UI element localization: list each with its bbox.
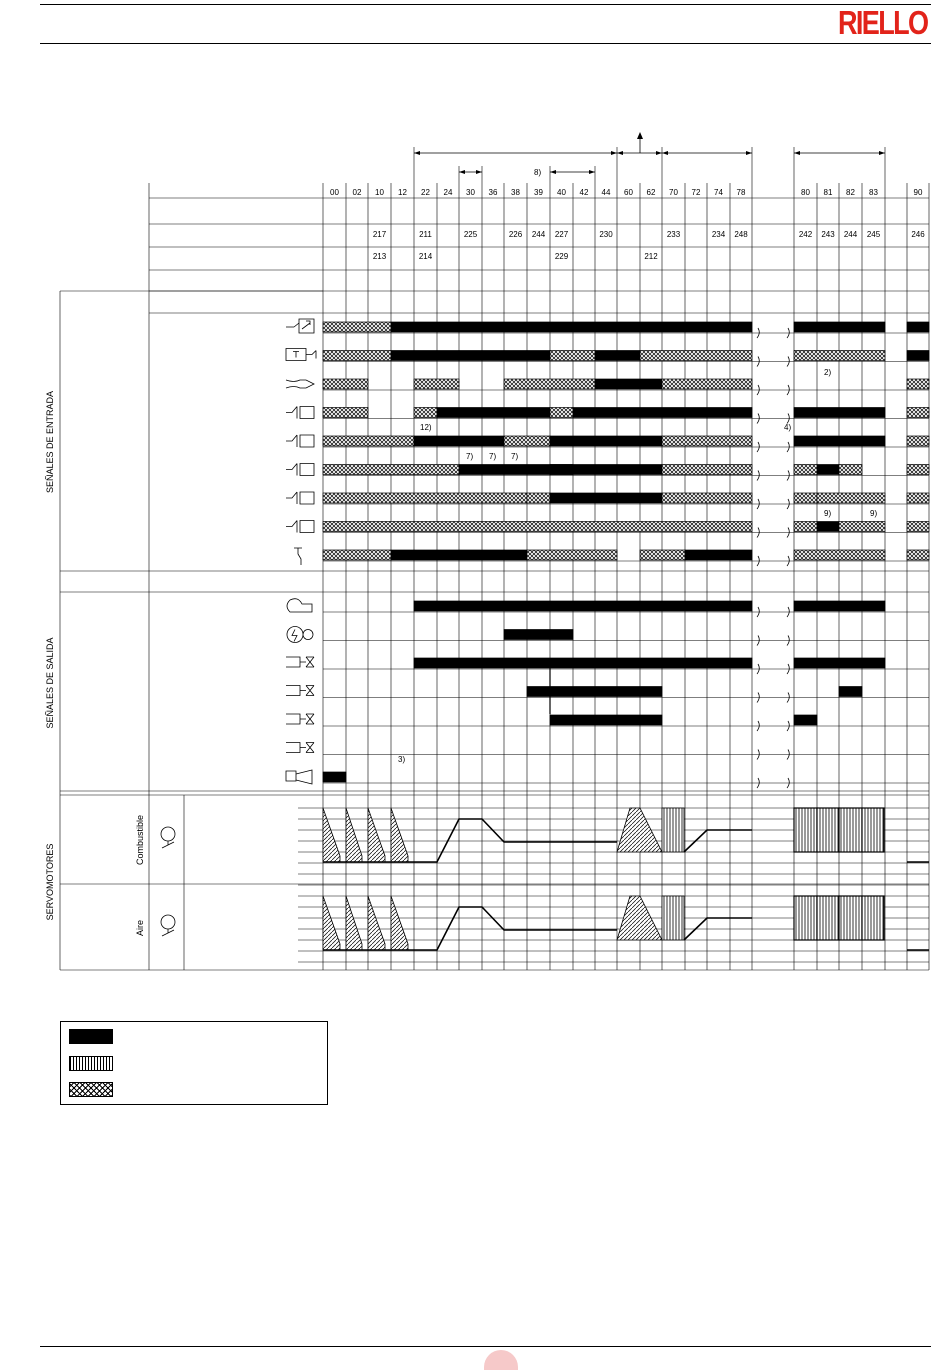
break-gap bbox=[755, 527, 788, 537]
outputs-section-label: SEÑALES DE SALIDA bbox=[45, 637, 55, 729]
fuel-servo-ramp bbox=[323, 808, 340, 862]
legend-solid-swatch bbox=[69, 1029, 113, 1044]
column-label: 78 bbox=[736, 188, 746, 197]
input-bar bbox=[323, 408, 368, 418]
input-bar bbox=[414, 436, 504, 446]
input-bar bbox=[685, 550, 752, 560]
ignition-transformer-icon-stroke bbox=[287, 627, 313, 643]
column-label: 82 bbox=[846, 188, 855, 197]
pressure-switch-icon bbox=[286, 464, 314, 476]
input-bar bbox=[907, 322, 929, 332]
row-code: 248 bbox=[734, 230, 748, 239]
break-gap bbox=[755, 777, 788, 787]
input-bar bbox=[794, 522, 817, 532]
input-bar bbox=[323, 522, 752, 532]
column-label: 40 bbox=[557, 188, 566, 197]
input-bar bbox=[323, 493, 527, 503]
break-gap bbox=[755, 441, 788, 451]
contact-icon-stroke bbox=[294, 548, 302, 565]
break-gap bbox=[755, 327, 788, 337]
fuel-servo-ramp bbox=[346, 808, 362, 862]
alarm-lamp-icon bbox=[286, 770, 312, 784]
output-bar bbox=[794, 715, 817, 725]
break-gap bbox=[755, 413, 788, 423]
input-bar bbox=[794, 351, 885, 361]
fuel-servo-ramp bbox=[391, 808, 408, 862]
thermostat-icon bbox=[286, 349, 316, 361]
row-code: 244 bbox=[531, 230, 546, 239]
note-label: 9) bbox=[824, 509, 832, 518]
air-servo-block bbox=[862, 896, 884, 940]
switch-box-icon-stroke bbox=[286, 319, 314, 333]
break-gap bbox=[755, 555, 788, 565]
pressure-switch-icon bbox=[286, 492, 314, 504]
note-label: 4) bbox=[784, 423, 792, 432]
servo-motor-icon bbox=[161, 827, 175, 848]
input-bar bbox=[323, 436, 414, 446]
break-gap bbox=[755, 384, 788, 394]
output-bar bbox=[794, 601, 885, 611]
valve-icon bbox=[286, 743, 314, 753]
input-bar bbox=[907, 550, 929, 560]
pressure-switch-icon-stroke bbox=[286, 521, 314, 533]
input-bar bbox=[817, 465, 839, 475]
output-bar bbox=[794, 658, 885, 668]
legend-box bbox=[60, 1021, 328, 1105]
air-servo-label: Aire bbox=[135, 919, 145, 937]
break-gap bbox=[755, 470, 788, 480]
column-label: 22 bbox=[421, 188, 430, 197]
input-bar bbox=[907, 379, 929, 389]
output-bar bbox=[527, 687, 662, 697]
column-label: 80 bbox=[801, 188, 810, 197]
input-bar bbox=[323, 465, 459, 475]
input-bar bbox=[794, 322, 885, 332]
input-bar bbox=[504, 379, 595, 389]
pressure-switch-icon-stroke bbox=[286, 435, 314, 447]
row-code: 246 bbox=[911, 230, 925, 239]
riello-logo: RIELLO bbox=[838, 4, 928, 41]
input-bar bbox=[794, 465, 817, 475]
fuel-servo-block bbox=[794, 808, 817, 852]
air-servo-block bbox=[817, 896, 839, 940]
pressure-switch-icon-stroke bbox=[286, 407, 314, 419]
fuel-servo-block bbox=[839, 808, 862, 852]
input-bar bbox=[794, 493, 817, 503]
air-servo-block bbox=[794, 896, 817, 940]
break-gap bbox=[755, 356, 788, 366]
servo-motor-icon-circle bbox=[161, 827, 175, 841]
inputs-section-label: SEÑALES DE ENTRADA bbox=[45, 390, 55, 494]
input-bar bbox=[907, 493, 929, 503]
flame-sensor-icon bbox=[286, 380, 314, 388]
input-bar bbox=[662, 379, 752, 389]
column-label: 10 bbox=[375, 188, 384, 197]
input-bar bbox=[323, 379, 368, 389]
input-bar bbox=[662, 436, 752, 446]
column-label: 02 bbox=[352, 188, 362, 197]
pressure-switch-icon-stroke bbox=[286, 464, 314, 476]
note-label: 2) bbox=[824, 368, 832, 377]
note-label: 12) bbox=[420, 423, 432, 432]
input-bar bbox=[323, 550, 391, 560]
input-bar bbox=[573, 408, 752, 418]
valve-icon bbox=[286, 686, 314, 696]
input-bar bbox=[839, 465, 862, 475]
servomotors-section-label: SERVOMOTORES bbox=[45, 843, 55, 921]
input-bar bbox=[839, 522, 885, 532]
input-bar bbox=[550, 465, 662, 475]
input-bar bbox=[817, 493, 885, 503]
valve-icon-stroke bbox=[286, 657, 314, 667]
input-bar bbox=[907, 351, 929, 361]
note-label: 7) bbox=[511, 452, 519, 461]
valve-icon bbox=[286, 714, 314, 724]
flame-sensor-icon-stroke bbox=[286, 380, 314, 388]
pressure-switch-icon bbox=[286, 435, 314, 447]
output-bar bbox=[323, 772, 346, 782]
row-code: 244 bbox=[843, 230, 858, 239]
input-bar bbox=[391, 351, 550, 361]
input-bar bbox=[391, 550, 527, 560]
input-bar bbox=[817, 522, 839, 532]
input-bar bbox=[595, 379, 662, 389]
input-bar bbox=[527, 550, 617, 560]
break-gap bbox=[755, 692, 788, 702]
column-label: 36 bbox=[488, 188, 498, 197]
output-bar bbox=[550, 715, 662, 725]
switch-box-icon bbox=[286, 319, 314, 333]
servo-motor-icon-circle bbox=[161, 915, 175, 929]
break-gap bbox=[755, 720, 788, 730]
row-code: 214 bbox=[418, 252, 433, 261]
column-label: 30 bbox=[466, 188, 475, 197]
output-bar bbox=[414, 658, 752, 668]
break-gap bbox=[755, 498, 788, 508]
row-code: 227 bbox=[554, 230, 569, 239]
input-bar bbox=[907, 522, 929, 532]
valve-icon-stroke bbox=[286, 743, 314, 753]
note-label: 7) bbox=[466, 452, 474, 461]
break-gap bbox=[755, 606, 788, 616]
row-code: 211 bbox=[419, 230, 432, 239]
note-label: 3) bbox=[398, 755, 406, 764]
column-label: 39 bbox=[534, 188, 543, 197]
input-bar bbox=[640, 351, 752, 361]
legend-vertical-hatch-swatch bbox=[69, 1056, 113, 1071]
input-bar bbox=[907, 465, 929, 475]
valve-icon-stroke bbox=[286, 714, 314, 724]
column-label: 74 bbox=[714, 188, 723, 197]
input-bar bbox=[323, 351, 391, 361]
column-label: 62 bbox=[646, 188, 656, 197]
fuel-servo-block bbox=[862, 808, 884, 852]
alarm-lamp-icon-stroke bbox=[286, 770, 312, 784]
up-arrow-head bbox=[637, 132, 643, 139]
column-label: 44 bbox=[601, 188, 611, 197]
input-bar bbox=[662, 465, 752, 475]
pressure-switch-icon bbox=[286, 521, 314, 533]
output-bar bbox=[414, 601, 752, 611]
input-bar bbox=[414, 379, 459, 389]
break-gap bbox=[755, 749, 788, 759]
column-label: 00 bbox=[330, 188, 339, 197]
input-bar bbox=[662, 493, 752, 503]
column-label: 60 bbox=[624, 188, 633, 197]
input-bar bbox=[794, 436, 885, 446]
servo-motor-icon bbox=[161, 915, 175, 936]
column-label: 38 bbox=[511, 188, 520, 197]
input-bar bbox=[550, 493, 662, 503]
input-bar bbox=[595, 351, 640, 361]
pressure-switch-icon bbox=[286, 407, 314, 419]
column-label: 90 bbox=[913, 188, 923, 197]
row-code: 245 bbox=[866, 230, 881, 239]
row-code: 230 bbox=[599, 230, 613, 239]
column-label: 70 bbox=[669, 188, 678, 197]
air-servo-block bbox=[839, 896, 862, 940]
pressure-switch-icon-stroke bbox=[286, 492, 314, 504]
column-label: 24 bbox=[443, 188, 453, 197]
air-servo-ramp bbox=[346, 896, 362, 950]
row-code: 242 bbox=[798, 230, 813, 239]
row-code: 213 bbox=[372, 252, 387, 261]
footer-rule bbox=[40, 1346, 931, 1347]
input-bar bbox=[794, 550, 885, 560]
fuel-servo-block bbox=[817, 808, 839, 852]
note-label: 8) bbox=[534, 168, 542, 177]
servo-motor-icon-stroke bbox=[162, 841, 174, 848]
column-label: 12 bbox=[398, 188, 407, 197]
break-gap bbox=[755, 663, 788, 673]
air-servo-ramp bbox=[391, 896, 408, 950]
column-label: 72 bbox=[691, 188, 701, 197]
column-label: 81 bbox=[823, 188, 833, 197]
input-bar bbox=[459, 465, 550, 475]
input-bar bbox=[907, 436, 929, 446]
input-bar bbox=[550, 408, 573, 418]
air-servo-ramp bbox=[368, 896, 385, 950]
column-label: 42 bbox=[579, 188, 589, 197]
row-code: 225 bbox=[463, 230, 478, 239]
note-label: 9) bbox=[870, 509, 878, 518]
fuel-servo-ramp bbox=[368, 808, 385, 862]
fuel-servo-block bbox=[662, 808, 684, 852]
row-code: 233 bbox=[666, 230, 681, 239]
page-number-badge bbox=[484, 1350, 518, 1370]
fuel-servo-label: Combustible bbox=[135, 814, 145, 866]
thermostat-icon-stroke bbox=[286, 349, 316, 361]
row-code: 217 bbox=[372, 230, 387, 239]
contact-icon bbox=[294, 548, 302, 565]
input-bar bbox=[550, 436, 662, 446]
fan-motor-icon bbox=[287, 599, 312, 612]
input-bar bbox=[391, 322, 752, 332]
row-code: 234 bbox=[711, 230, 726, 239]
fan-motor-icon-stroke bbox=[287, 599, 312, 612]
output-bar bbox=[504, 630, 573, 640]
input-bar bbox=[527, 493, 550, 503]
output-bar bbox=[839, 687, 862, 697]
column-label: 83 bbox=[869, 188, 878, 197]
ignition-transformer-icon bbox=[287, 627, 313, 643]
legend-cross-hatch-swatch bbox=[69, 1082, 113, 1097]
row-code: 212 bbox=[644, 252, 658, 261]
valve-icon-stroke bbox=[286, 686, 314, 696]
air-servo-block bbox=[662, 896, 684, 940]
input-bar bbox=[414, 408, 437, 418]
valve-icon bbox=[286, 657, 314, 667]
servo-motor-icon-stroke bbox=[162, 929, 174, 936]
air-servo-ramp bbox=[323, 896, 340, 950]
input-bar bbox=[550, 351, 595, 361]
input-bar bbox=[907, 408, 929, 418]
input-bar bbox=[794, 408, 885, 418]
input-bar bbox=[437, 408, 550, 418]
row-code: 243 bbox=[821, 230, 835, 239]
note-label: 7) bbox=[489, 452, 497, 461]
row-code: 226 bbox=[508, 230, 523, 239]
input-bar bbox=[504, 436, 550, 446]
break-gap bbox=[755, 635, 788, 645]
row-code: 229 bbox=[554, 252, 569, 261]
input-bar bbox=[323, 322, 391, 332]
input-bar bbox=[640, 550, 685, 560]
